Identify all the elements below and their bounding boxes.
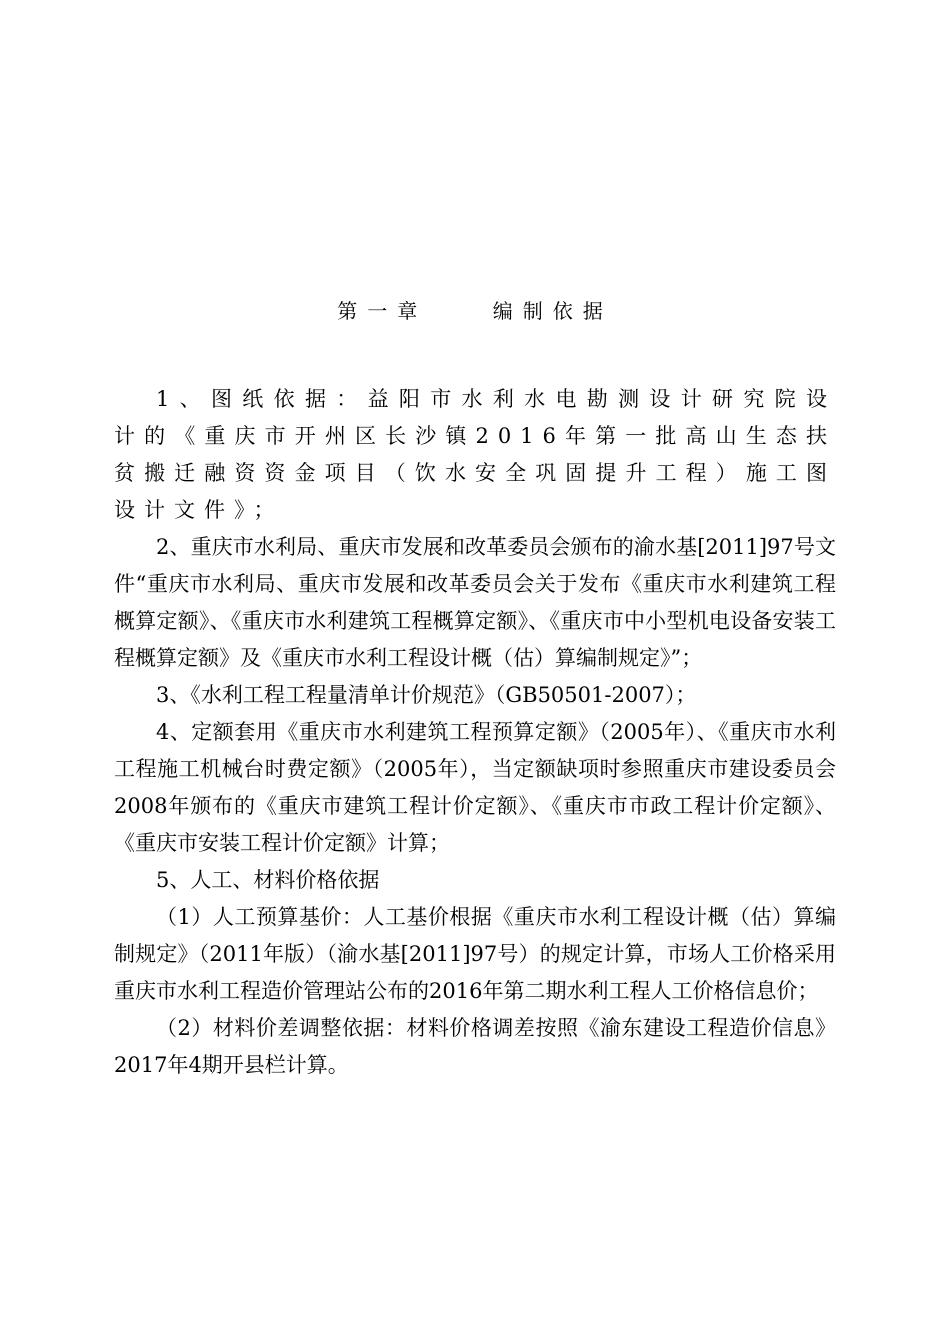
document-body bbox=[114, 381, 836, 1084]
paragraph-quota-application: 4、定额套用《重庆市水利建筑工程预算定额》（2005年）、《重庆市水利工程施工机械台时费定额》（2005年），当定额缺项时参照重庆市建设委员会2008年颁布的《重庆市建筑工程计价定额》、《重庆市市政工程计价定额》、《重庆市安装工程计价定额》计算； bbox=[114, 720, 836, 855]
paragraph-drawing-basis: 1、图纸依据：益阳市水利水电勘测设计研究院设计的《重庆市开州区长沙镇2016年第一批高山生态扶贫搬迁融资资金项目（饮水安全巩固提升工程）施工图设计文件》； bbox=[114, 387, 836, 522]
paragraph-bill-of-quantities-spec: 3、《水利工程工程量清单计价规范》（GB50501-2007）； bbox=[156, 683, 697, 707]
chapter-title: 第一章 编制依据 bbox=[337, 299, 613, 323]
paragraph-water-bureau-document: 2、重庆市水利局、重庆市发展和改革委员会颁布的渝水基[2011]97号文件“重庆市水利局、重庆市发展和改革委员会关于发布《重庆市水利建筑工程概算定额》、《重庆市水利建筑工程概算定额》、《重庆市中小型机电设备安装工程概算定额》及《重庆市水利工程设计概（估）算编制规定》”； bbox=[114, 535, 836, 670]
paragraph-material-price: （2）材料价差调整依据：材料价格调差按照《渝东建设工程造价信息》2017年4期开县栏计算。 bbox=[114, 1016, 836, 1077]
paragraph-price-basis-heading: 5、人工、材料价格依据 bbox=[156, 868, 380, 892]
paragraph-labor-price: （1）人工预算基价：人工基价根据《重庆市水利工程设计概（估）算编制规定》（2011年版）（渝水基[2011]97号）的规定计算，市场人工价格采用重庆市水利工程造价管理站公布的2016年第二期水利工程人工价格信息价； bbox=[114, 905, 836, 1003]
